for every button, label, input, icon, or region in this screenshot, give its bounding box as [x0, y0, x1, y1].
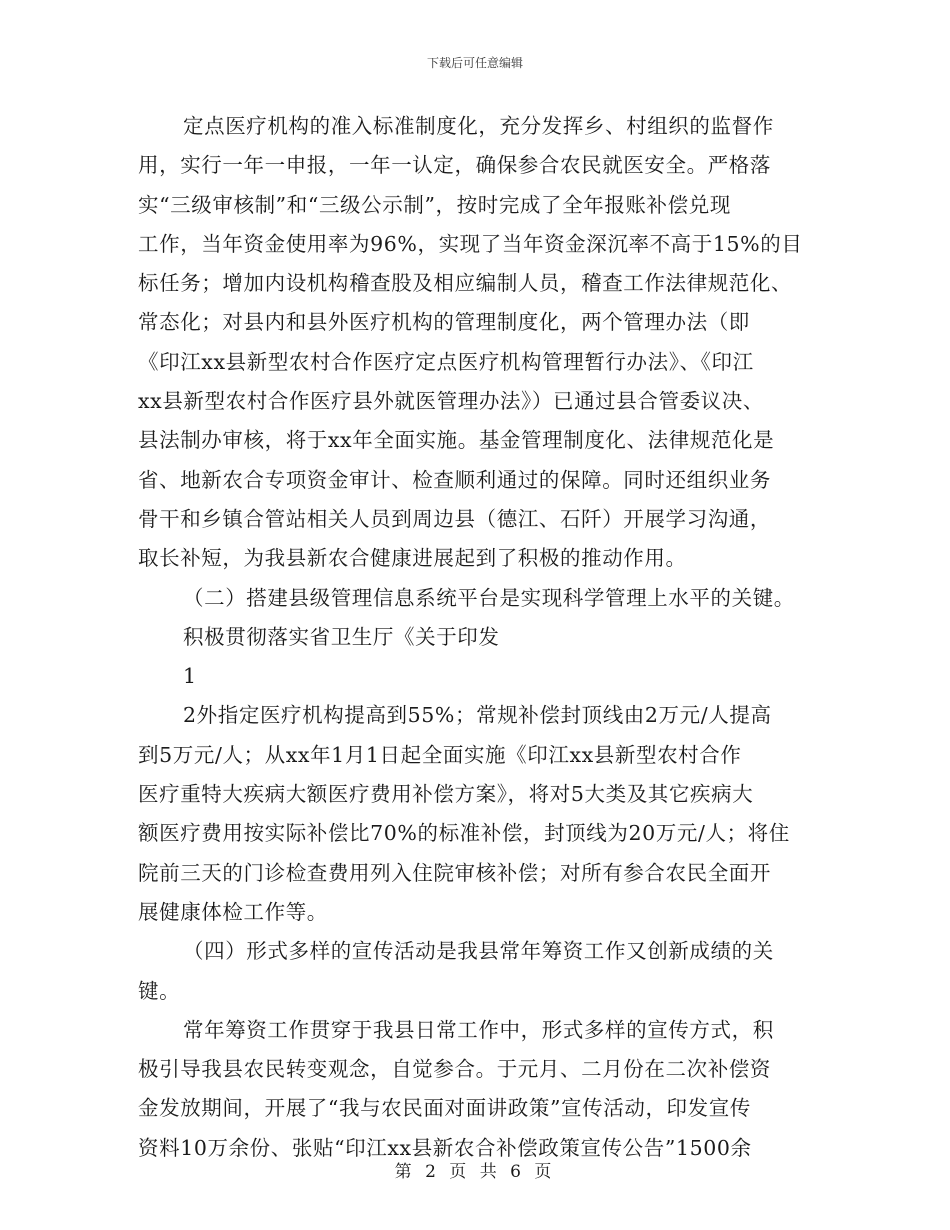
document-body: [138, 107, 818, 1168]
text-line: 骨干和乡镇合管站相关人员到周边县（德江、石阡）开展学习沟通，: [138, 506, 771, 531]
text-line: （四）形式多样的宣传活动是我县常年筹资工作又创新成绩的关: [183, 939, 774, 964]
text-line: 键。: [138, 978, 181, 1003]
page-number: 第 2 页 共 6 页: [394, 1162, 556, 1182]
text-line: 实“三级审核制”和“三级公示制”，按时完成了全年报账补偿兑现: [138, 192, 731, 217]
text-line: 额医疗费用按实际补偿比70%的标准补偿，封顶线为20万元/人；将住: [138, 821, 790, 846]
text-line: 《印江xx县新型农村合作医疗定点医疗机构管理暂行办法》、《印江: [138, 349, 754, 374]
text-line: 院前三天的门诊检查费用列入住院审核补偿；对所有参合农民全面开: [138, 860, 771, 885]
text-line: 用，实行一年一申报，一年一认定，确保参合农民就医安全。严格落: [138, 153, 771, 178]
text-line: 积极贯彻落实省卫生厅《关于印发: [183, 624, 500, 649]
text-line: 极引导我县农民转变观念，自觉参合。于元月、二月份在二次补偿资: [138, 1057, 771, 1082]
text-line: 医疗重特大疾病大额医疗费用补偿方案》，将对5大类及其它疾病大: [138, 782, 754, 807]
page-header: 下载后可任意编辑: [426, 56, 523, 70]
text-line: 省、地新农合专项资金审计、检查顺利通过的保障。同时还组织业务: [138, 467, 771, 492]
text-line: 定点医疗机构的准入标准制度化，充分发挥乡、村组织的监督作: [183, 114, 774, 138]
text-line: xx县新型农村合作医疗县外就医管理办法》）已通过县合管委议决、: [138, 389, 764, 414]
text-line: 县法制办审核，将于xx年全面实施。基金管理制度化、法律规范化是: [138, 428, 775, 453]
text-line: 2外指定医疗机构提高到55%；常规补偿封顶线由2万元/人提高: [183, 703, 772, 728]
text-line: 工作，当年资金使用率为96%，实现了当年资金深沉率不高于15%的目: [138, 231, 803, 256]
text-line: 到5万元/人；从xx年1月1日起全面实施《印江xx县新型农村合作: [138, 742, 742, 767]
text-line: 标任务；增加内设机构稽查股及相应编制人员，稽查工作法律规范化、: [138, 271, 793, 296]
text-line: 展健康体检工作等。: [138, 899, 328, 924]
text-line: 常态化；对县内和县外医疗机构的管理制度化，两个管理办法（即: [138, 310, 750, 335]
text-line: 取长补短，为我县新农合健康进展起到了积极的推动作用。: [138, 546, 687, 571]
text-line: 资料10万余份、张贴“印江xx县新农合补偿政策宣传公告”1500余: [138, 1135, 752, 1160]
text-line: 金发放期间，开展了“我与农民面对面讲政策”宣传活动，印发宣传: [138, 1096, 751, 1121]
text-line: （二）搭建县级管理信息系统平台是实现科学管理上水平的关键。: [183, 585, 795, 610]
text-line: 1: [183, 664, 197, 689]
text-line: 常年筹资工作贯穿于我县日常工作中，形式多样的宣传方式，积: [183, 1017, 774, 1042]
